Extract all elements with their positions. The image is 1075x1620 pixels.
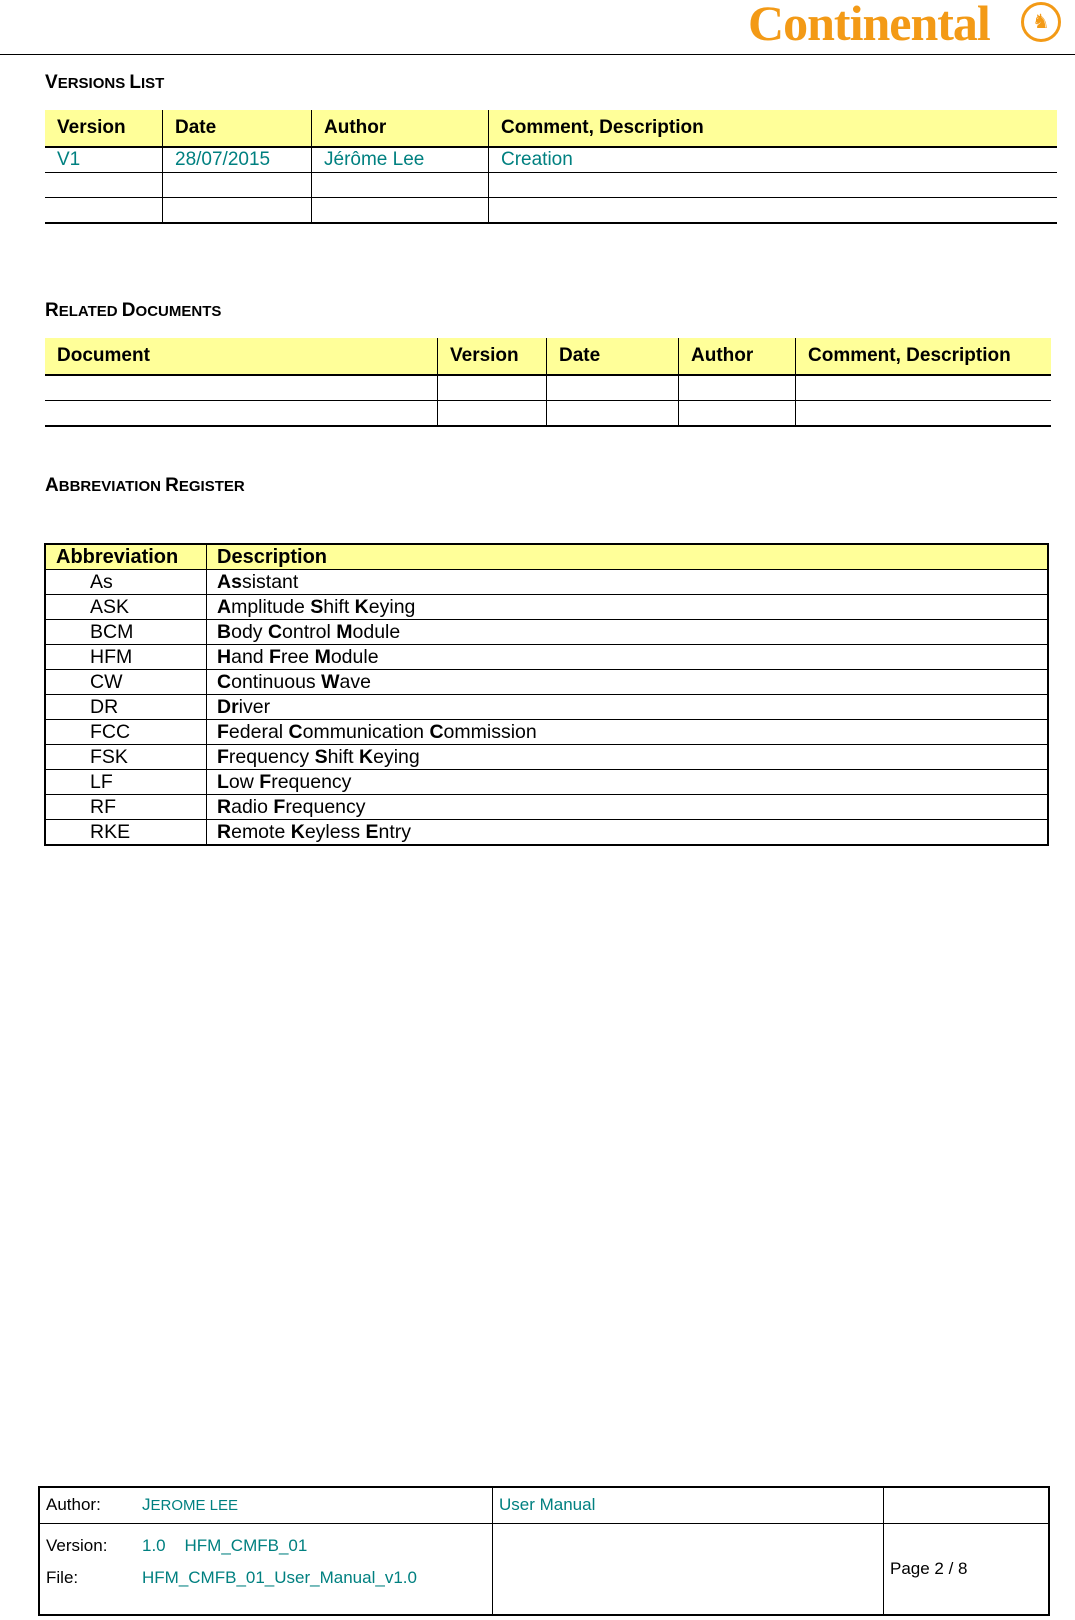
description-text: iver: [238, 695, 271, 718]
abbreviation-description: [207, 795, 1049, 820]
table-row: [45, 173, 1057, 198]
footer-empty-cell: [884, 1487, 1050, 1523]
description-text: ontinuous: [231, 670, 322, 693]
table-row: [45, 695, 1048, 720]
abbreviation-code: BCM: [45, 620, 207, 645]
description-text: requency: [228, 745, 315, 768]
footer-empty-cell: [493, 1523, 884, 1615]
author-value-initial: J: [142, 1495, 151, 1515]
column-header: Date: [547, 338, 679, 375]
table-cell: [45, 198, 163, 224]
abbreviation-description: [207, 595, 1049, 620]
description-initial: K: [359, 745, 374, 768]
table-cell: [163, 198, 312, 224]
table-row: [45, 198, 1057, 224]
description-initial: F: [217, 745, 229, 768]
description-initial: S: [314, 745, 328, 768]
author-value: EROME LEE: [150, 1497, 239, 1515]
column-header: Comment, Description: [796, 338, 1052, 375]
abbreviation-code: CW: [45, 670, 207, 695]
versions-list-title: VERSIONS LIST: [45, 72, 165, 93]
description-text: ree: [280, 645, 315, 668]
description-initial: C: [429, 720, 444, 743]
table-cell: 28/07/2015: [163, 147, 312, 173]
description-text: requency: [285, 795, 366, 818]
document-type: User Manual: [493, 1487, 884, 1523]
description-text: ommission: [443, 720, 537, 743]
description-text: adio: [231, 795, 274, 818]
description-initial: F: [273, 795, 286, 818]
table-cell: [45, 375, 438, 401]
table-cell: [163, 173, 312, 198]
description-initial: As: [217, 570, 242, 593]
description-initial: C: [288, 720, 303, 743]
description-initial: F: [217, 720, 229, 743]
table-cell: Creation: [489, 147, 1058, 173]
column-header: Author: [312, 110, 489, 147]
table-row: [45, 770, 1048, 795]
table-cell: [489, 198, 1058, 224]
table-cell: [796, 401, 1052, 427]
table-row: [45, 595, 1048, 620]
description-initial: S: [310, 595, 324, 618]
description-initial: A: [217, 595, 232, 618]
table-row: [45, 645, 1048, 670]
table-cell: [489, 173, 1058, 198]
abbreviation-table: [44, 543, 1049, 846]
abbreviation-description: [207, 645, 1049, 670]
footer-row: [39, 1523, 1049, 1615]
footer-author-cell: [39, 1487, 493, 1523]
page-number: Page 2 / 8: [884, 1523, 1050, 1615]
file-label: File:: [46, 1567, 79, 1587]
description-initial: R: [217, 795, 232, 818]
continental-logo: [748, 0, 1048, 54]
column-header: Document: [45, 338, 438, 375]
abbreviation-code: FSK: [45, 745, 207, 770]
description-initial: Dr: [217, 695, 239, 718]
version-label: Version:: [46, 1535, 108, 1555]
description-text: ow: [228, 770, 260, 793]
description-text: and: [231, 645, 270, 668]
abbreviation-code: LF: [45, 770, 207, 795]
description-initial: R: [217, 820, 232, 843]
table-cell: [547, 401, 679, 427]
table-cell: Jérôme Lee: [312, 147, 489, 173]
description-initial: E: [365, 820, 379, 843]
abbreviation-description: [207, 570, 1049, 595]
column-header: Version: [45, 110, 163, 147]
abbreviation-header-row: [45, 544, 1048, 570]
table-cell: [438, 401, 547, 427]
description-initial: L: [217, 770, 229, 793]
abbreviation-description: [207, 720, 1049, 745]
description-text: ederal: [228, 720, 289, 743]
abbreviation-code: FCC: [45, 720, 207, 745]
column-header: Version: [438, 338, 547, 375]
table-row: [45, 820, 1048, 846]
description-text: ntry: [378, 820, 412, 843]
description-initial: W: [321, 670, 340, 693]
abbreviation-description: [207, 695, 1049, 720]
table-row: [45, 147, 1057, 173]
description-text: ody: [231, 620, 268, 643]
file-value: HFM_CMFB_01_User_Manual_v1.0: [142, 1567, 417, 1587]
header-rule: [0, 54, 1075, 55]
table-cell: [679, 375, 796, 401]
description-initial: B: [217, 620, 232, 643]
table-row: [45, 401, 1051, 427]
description-text: ontrol: [282, 620, 337, 643]
abbreviation-code: RF: [45, 795, 207, 820]
description-text: hift: [327, 745, 360, 768]
abbreviation-rows: [45, 570, 1048, 846]
description-text: requency: [271, 770, 352, 793]
footer-row: [39, 1487, 1049, 1523]
table-row: [45, 795, 1048, 820]
version-value: 1.0 HFM_CMFB_01: [142, 1535, 308, 1555]
abbreviation-code: As: [45, 570, 207, 595]
table-cell: V1: [45, 147, 163, 173]
table-cell: [796, 375, 1052, 401]
description-initial: H: [217, 645, 232, 668]
author-label: Author:: [46, 1495, 101, 1515]
footer-version-cell: [39, 1523, 493, 1615]
description-initial: F: [269, 645, 281, 668]
description-text: ave: [339, 670, 371, 693]
horse-emblem-icon: ♞: [1021, 2, 1061, 42]
table-cell: [438, 375, 547, 401]
logo-text: Continental: [748, 0, 990, 51]
abbreviation-register-title: ABBREVIATION REGISTER: [45, 475, 245, 496]
description-initial: K: [290, 820, 305, 843]
versions-header-row: [45, 110, 1057, 147]
description-text: odule: [352, 620, 401, 643]
description-initial: F: [259, 770, 272, 793]
abbreviation-description: [207, 745, 1049, 770]
description-initial: K: [354, 595, 369, 618]
related-header-row: [45, 338, 1051, 375]
abbreviation-description: [207, 670, 1049, 695]
description-initial: C: [217, 670, 232, 693]
abbreviation-code: HFM: [45, 645, 207, 670]
table-cell: [547, 375, 679, 401]
description-text: mplitude: [231, 595, 311, 618]
description-text: eying: [368, 595, 416, 618]
abbreviation-description: [207, 620, 1049, 645]
table-row: [45, 670, 1048, 695]
table-cell: [679, 401, 796, 427]
abbreviation-description: [207, 820, 1049, 846]
description-initial: M: [336, 620, 353, 643]
related-documents-table: [45, 338, 1051, 427]
table-cell: [312, 198, 489, 224]
table-cell: [45, 173, 163, 198]
description-text: emote: [231, 820, 291, 843]
description-text: ommunication: [302, 720, 430, 743]
description-text: eyless: [304, 820, 366, 843]
abbreviation-code: ASK: [45, 595, 207, 620]
column-header: Abbreviation: [45, 544, 207, 570]
description-text: odule: [330, 645, 379, 668]
description-text: sistant: [241, 570, 299, 593]
abbreviation-code: RKE: [45, 820, 207, 846]
column-header: Description: [207, 544, 1049, 570]
table-row: [45, 620, 1048, 645]
abbreviation-description: [207, 770, 1049, 795]
column-header: Author: [679, 338, 796, 375]
table-cell: [312, 173, 489, 198]
table-row: [45, 745, 1048, 770]
column-header: Date: [163, 110, 312, 147]
table-row: [45, 570, 1048, 595]
abbreviation-code: DR: [45, 695, 207, 720]
table-cell: [45, 401, 438, 427]
table-row: [45, 720, 1048, 745]
page-footer: [38, 1486, 1050, 1616]
description-initial: M: [314, 645, 331, 668]
table-row: [45, 375, 1051, 401]
description-text: eying: [373, 745, 420, 768]
versions-table: [45, 110, 1057, 224]
related-documents-title: RELATED DOCUMENTS: [45, 300, 222, 321]
description-initial: C: [267, 620, 283, 643]
description-text: hift: [323, 595, 355, 618]
column-header: Comment, Description: [489, 110, 1058, 147]
